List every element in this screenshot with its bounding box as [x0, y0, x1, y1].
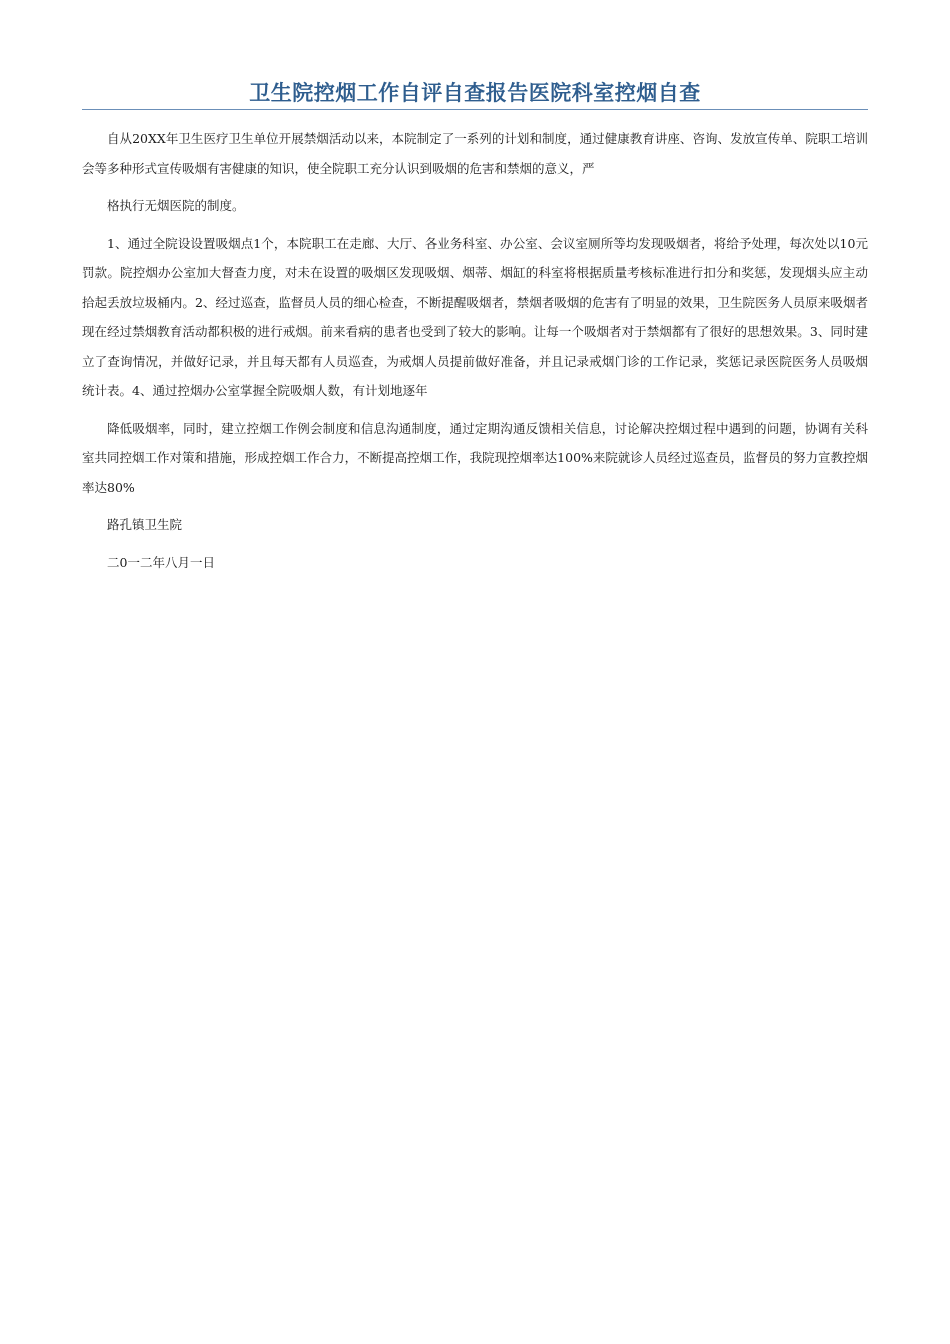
- document-title: 卫生院控烟工作自评自查报告医院科室控烟自查: [82, 78, 868, 110]
- document-body: [82, 124, 868, 577]
- document-page: [82, 78, 868, 585]
- paragraph-results: 降低吸烟率，同时，建立控烟工作例会制度和信息沟通制度，通过定期沟通反馈相关信息，讨论解决控烟过程中遇到的问题，协调有关科室共同控烟工作对策和措施，形成控烟工作合力，不断提高控烟工作，我院现控烟率达100%来院就诊人员经过巡查员，监督员的努力宣教控烟率达80%: [82, 420, 868, 495]
- paragraph-measures: 1、通过全院设设置吸烟点1个，本院职工在走廊、大厅、各业务科室、办公室、会议室厕所等均发现吸烟者，将给予处理，每次处以10元罚款。院控烟办公室加大督查力度，对未在设置的吸烟区发现吸烟、烟蒂、烟缸的科室将根据质量考核标准进行扣分和奖惩，发现烟头应主动拾起丢放垃圾桶内。2、经过巡查，监督员人员的细心检查，不断提醒吸烟者，禁烟者吸烟的危害有了明显的效果，卫生院医务人员原来吸烟者现在经过禁烟教育活动都积极的进行戒烟。前来看病的患者也受到了较大的影响。让每一个吸烟者对于禁烟都有了很好的思想效果。3、同时建立了查询情况，并做好记录，并且每天都有人员巡查，为戒烟人员提前做好准备，并且记录戒烟门诊的工作记录，奖惩记录医院医务人员吸烟统计表。4、通过控烟办公室掌握全院吸烟人数，有计划地逐年: [82, 235, 868, 398]
- document-date: 二0一二年八月一日: [107, 554, 215, 570]
- signature: 路孔镇卫生院: [107, 517, 183, 532]
- paragraph-intro-continued: 格执行无烟医院的制度。: [107, 198, 245, 213]
- paragraph-intro: 自从20XX年卫生医疗卫生单位开展禁烟活动以来，本院制定了一系列的计划和制度，通过健康教育讲座、咨询、发放宣传单、院职工培训会等多种形式宣传吸烟有害健康的知识，使全院职工充分认识到吸烟的危害和禁烟的意义，严: [82, 131, 868, 176]
